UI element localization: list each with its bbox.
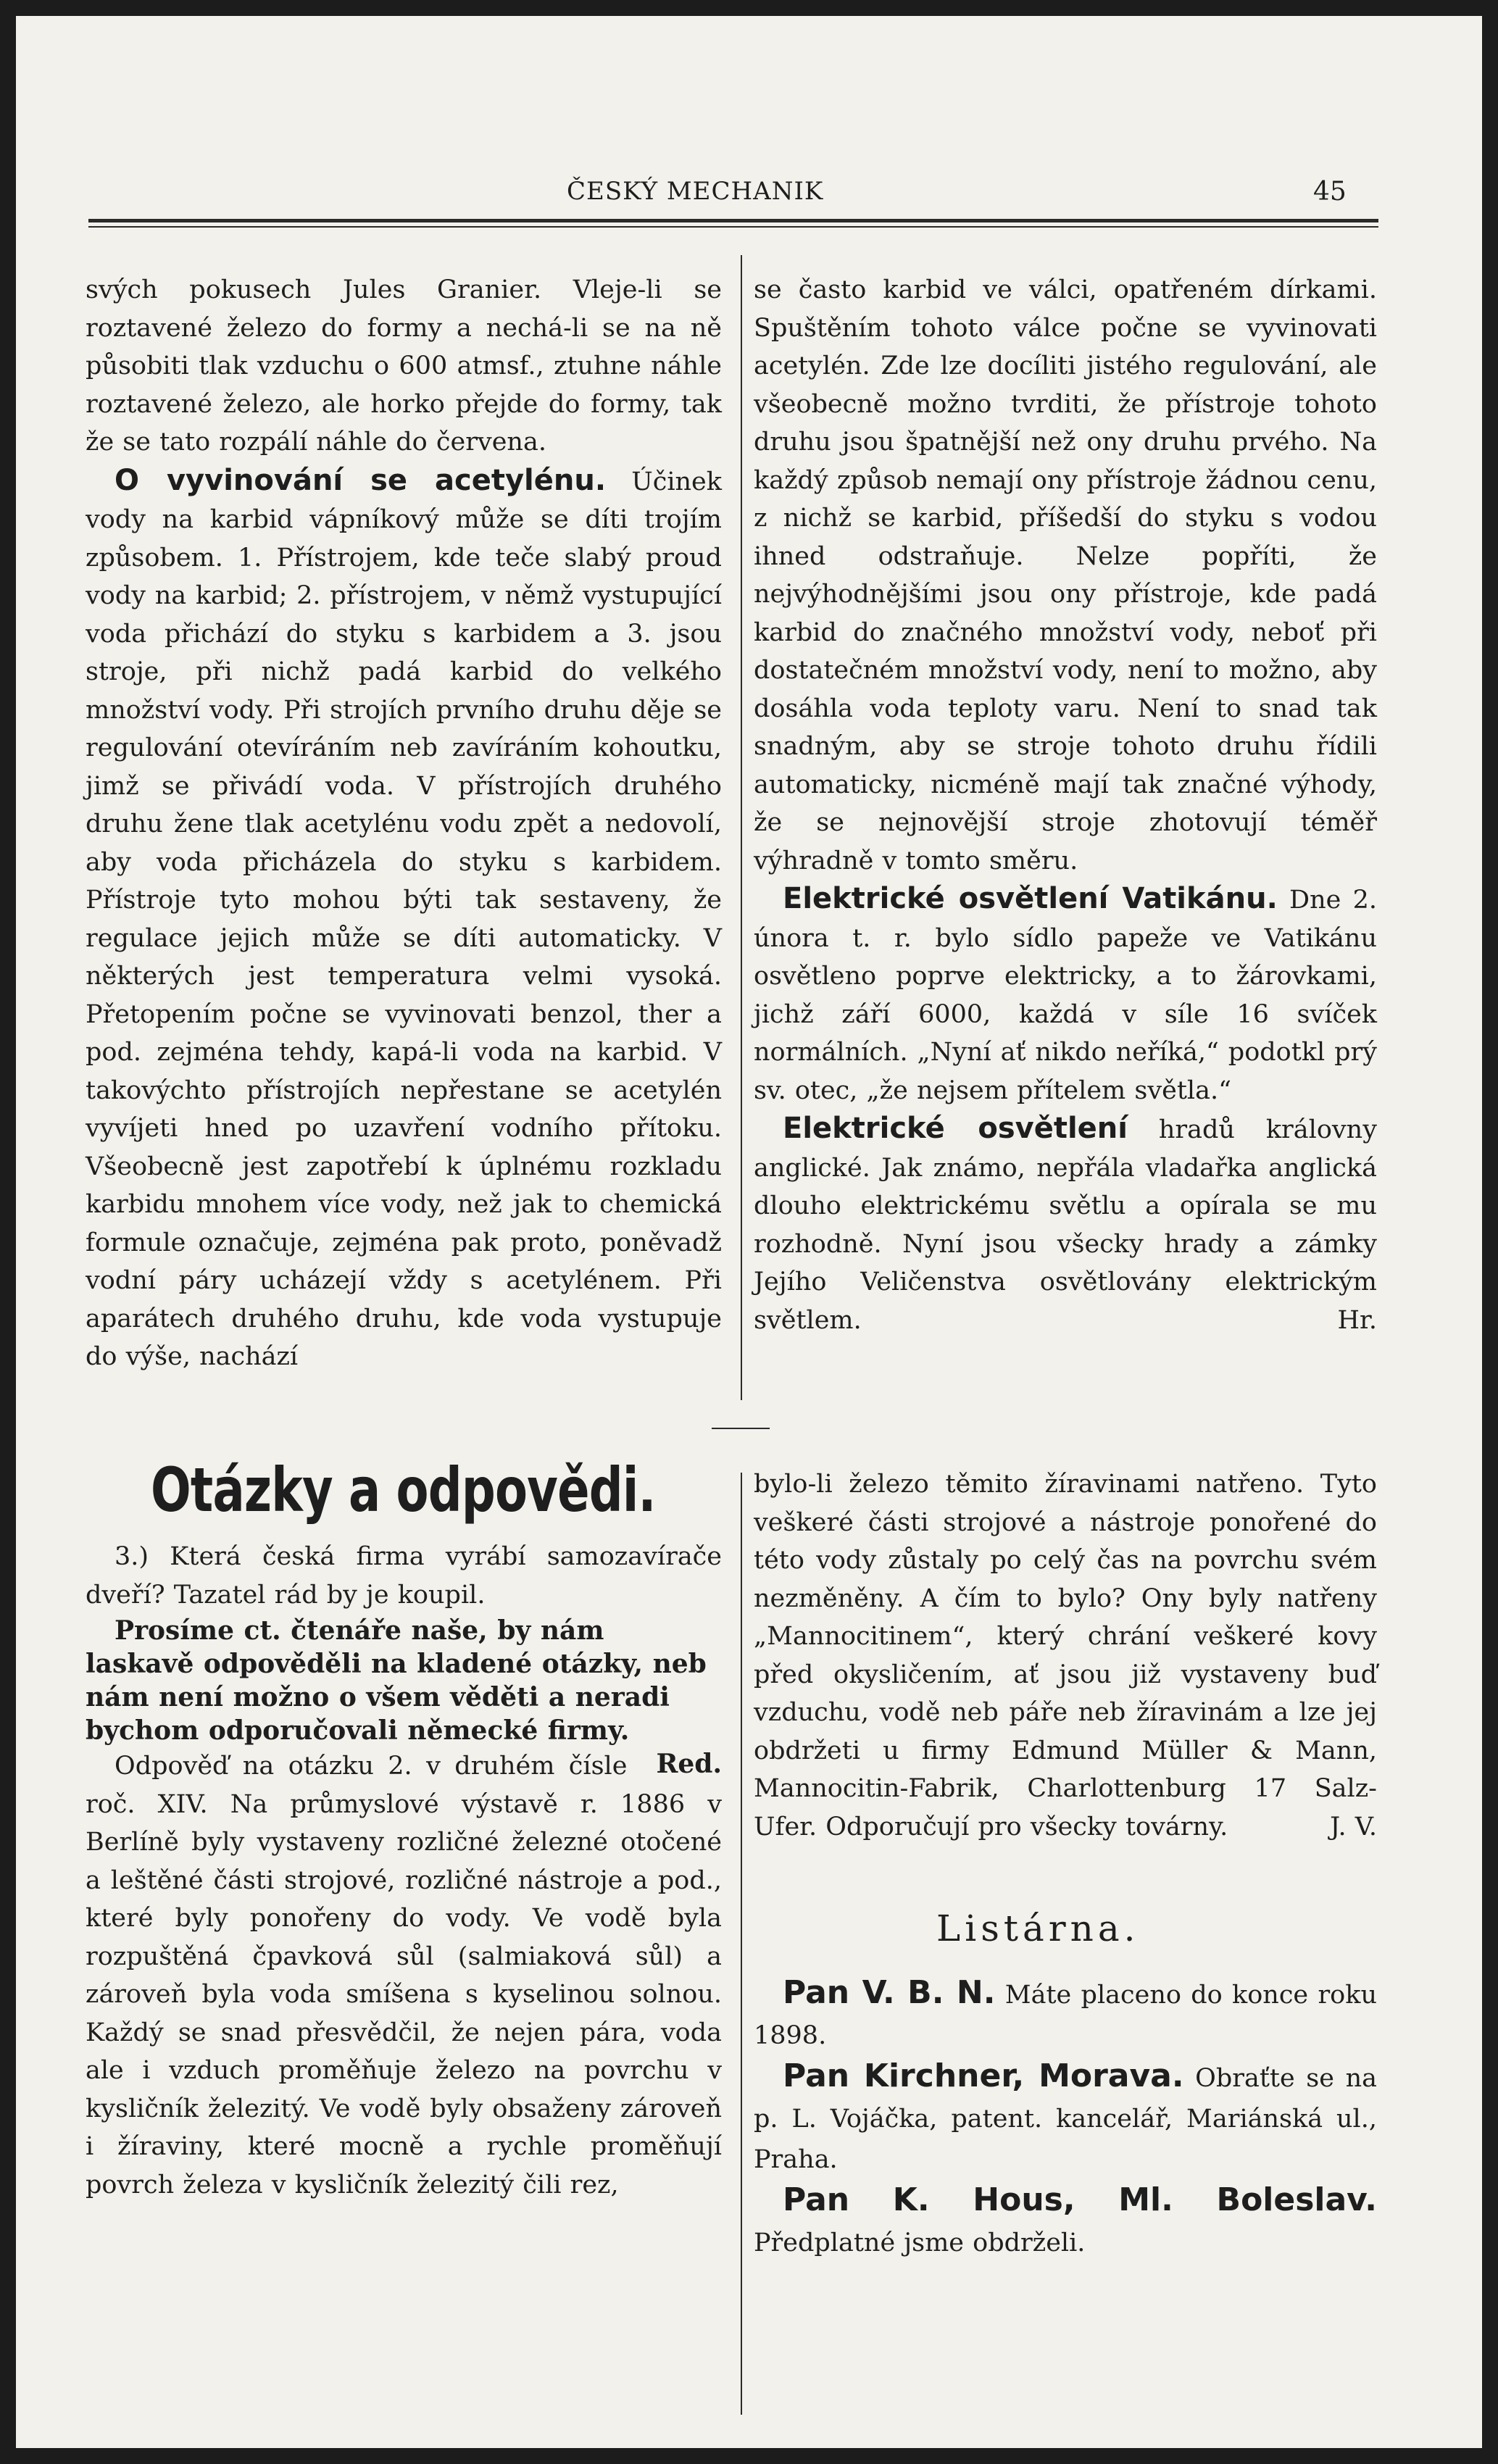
paragraph-acetylene-text: Účinek vody na karbid vápníkový může se díti trojím způsobem. 1. Přístrojem, kde teče slabý proud vody na karbid; 2. přístrojem, v němž vystupující voda přichází do styku s karbidem a 3. jsou stroje, při nichž padá karbid do velkého množství vody. Při strojích prvního druhu děje se regulování otevíráním neb zavíráním kohoutku, jimž se přivádí voda. V přístrojích druhého druhu žene tlak acetylénu vodu zpět a nedovolí, aby voda přicházela do styku s karbidem. Přístroje tyto mohou býti tak sestaveny, že regulace jejich může se díti automaticky. V některých jest temperatura velmi vysoká. Přetopením počne se vyvinovati benzol, ther a pod. zejména tehdy, kapá-li voda na karbid. V takovýchto přístrojích nepřestane se acetylén vyvíjeti hned po uzavření vodního přítoku. Všeobecně jest zapotřebí k úplnému rozkladu karbidu mnohem více vody, než jak to chemická formule označuje, zejména pak proto, poněvadž vodní páry ucházejí vždy s acetylénem. Při aparátech druhého druhu, kde voda vystupuje do výše, nachází (86, 467, 722, 1371)
heading-questions-answers: Otázky a odpovědi. (151, 1454, 656, 1526)
listarna-entry (754, 2180, 1377, 2263)
signature-jv: J. V. (1330, 1812, 1377, 1841)
column-divider-bottom (741, 1473, 742, 2415)
signature-red: Red. (656, 1749, 722, 1779)
heading-acetylene: O vyvinování se acetylénu. (115, 463, 607, 497)
running-header-title: ČESKÝ MECHANIK (567, 177, 824, 206)
bottom-right-column (754, 1465, 1377, 1846)
listarna-entry-text: Předplatné jsme obdrželi. (754, 2228, 1086, 2257)
answer-text: Odpověď na otázku 2. v druhém čísle roč. XIV. Na průmyslové výstavě r. 1886 v Berlíně byly vystaveny rozličné železné otočené a leštěné části strojové, rozličné nástroje a pod., které byly ponořeny do vody. Ve vodě byla rozpuštěná čpavková sůl (salmiaková sůl) a zároveň byla voda smíšena s kyselinou solnou. Každý se snad přesvědčil, že nejen pára, voda ale i vzduch proměňuje železo na povrchu v kysličník železitý. Ve vodě byly obsaženy zároveň i žíraviny, které mocně a rychle proměňují povrch železa v kysličník železitý čili rez, (86, 1752, 722, 2199)
paragraph-granier: svých pokusech Jules Granier. Vleje-li se roztavené železo do formy a nechá-li se na ně působiti tlak vzduchu o 600 atmsf., ztuhne náhle roztavené železo, ale horko přejde do formy, tak že se tato rozpálí náhle do červena. (86, 275, 722, 457)
paragraph-vatican-text: Dne 2. února t. r. bylo sídlo papeže ve Vatikánu osvětleno poprve elektricky, a to žárovkami, jichž září 6000, každá v síle 16 svíček normálních. „Nyní ať nikdo neříká,“ podotkl prý sv. otec, „že nejsem přítelem světla.“ (754, 886, 1377, 1105)
paragraph-vatican (754, 880, 1377, 1110)
question-3: 3.) Která česká firma vyrábí samozavírače dveří? Tazatel rád by je koupil. (86, 1542, 722, 1610)
top-right-column (754, 271, 1377, 1339)
heading-castles: Elektrické osvětlení (783, 1112, 1128, 1145)
header-rule (88, 219, 1378, 222)
page-number: 45 (1313, 177, 1347, 207)
paragraph-castles (754, 1110, 1377, 1339)
listarna-entry-name: Pan K. Hous, Ml. Boleslav. (783, 2181, 1377, 2218)
heading-vatican: Elektrické osvětlení Vatikánu. (783, 882, 1278, 915)
answer-continuation (754, 1465, 1377, 1846)
listarna-entry-name: Pan Kirchner, Morava. (783, 2057, 1184, 2094)
paragraph-acetylene (86, 462, 722, 1376)
answer-continuation-text: bylo-li železo těmito žíravinami natřeno. Tyto veškeré části strojové a nástroje ponořené do této vody zůstaly po celý čas na povrchu svém nezměněny. A čím to bylo? Ony byly natřeny „Mannocitinem“, který chrání veškeré kovy před okysličením, ať jsou již vystaveny buď vzduchu, vodě neb páře neb žíravinám a lze jej obdržeti u firmy Edmund Müller & Mann, Mannocitin-Fabrik, Charlottenburg 17 Salz-Ufer. Odporučují pro všecky továrny. (754, 1470, 1377, 1841)
listarna-entry (754, 2056, 1377, 2180)
column-divider-top (741, 255, 742, 1400)
listarna-entry-text: Máte placeno do konce roku 1898. (754, 1981, 1377, 2050)
header-rule-thin (88, 226, 1378, 228)
listarna-entries (754, 1973, 1377, 2263)
paragraph-acetylene-cont: se často karbid ve válci, opatřeném dírkami. Spuštěním tohoto válce počne se vyvinovati acetylén. Zde lze docíliti jistého regulování, ale všeobecně možno tvrditi, že přístroje tohoto druhu jsou špatnější než ony druhu prvého. Na každý způsob nemají ony přístroje žádnou cenu, z nichž se karbid, příšedší do styku s vodou ihned odstraňuje. Nelze popříti, že nejvýhodnějšími jsou ony přístroje, kde padá karbid do značného množství vody, neboť při dostatečném množství vody, není to možno, aby dosáhla voda teploty varu. Není to snad tak snadným, aby se stroje tohoto druhu řídili automaticky, nicméně mají tak značné výhody, že se nejnovější stroje zhotovují téměř výhradně v tomto směru. (754, 275, 1377, 875)
page (16, 16, 1482, 2448)
heading-listarna: Listárna. (936, 1907, 1140, 1949)
editor-notice (86, 1614, 722, 1779)
signature-hr: Hr. (1337, 1305, 1377, 1335)
paragraph-castles-text: hradů královny anglické. Jak známo, nepřála vladařka anglická dlouho elektrickému světlu a opírala se mu rozhodně. Nyní jsou všecky hrady a zámky Jejího Veličenstva osvětlovány elektrickým světlem. (754, 1115, 1377, 1335)
bottom-left-column (86, 1538, 722, 2204)
listarna-entry-name: Pan V. B. N. (783, 1974, 996, 2011)
top-left-column (86, 271, 722, 1376)
section-separator (712, 1428, 770, 1429)
listarna-entry (754, 1973, 1377, 2056)
listarna-entry-text: Obraťte se na p. L. Vojáčka, patent. kancelář, Mariánská ul., Praha. (754, 2064, 1377, 2174)
editor-notice-text: Prosíme ct. čtenáře naše, by nám laskavě odpověděli na kladené otázky, neb nám není možno o všem věděti a neradi bychom odporučovali německé firmy. (86, 1615, 707, 1746)
